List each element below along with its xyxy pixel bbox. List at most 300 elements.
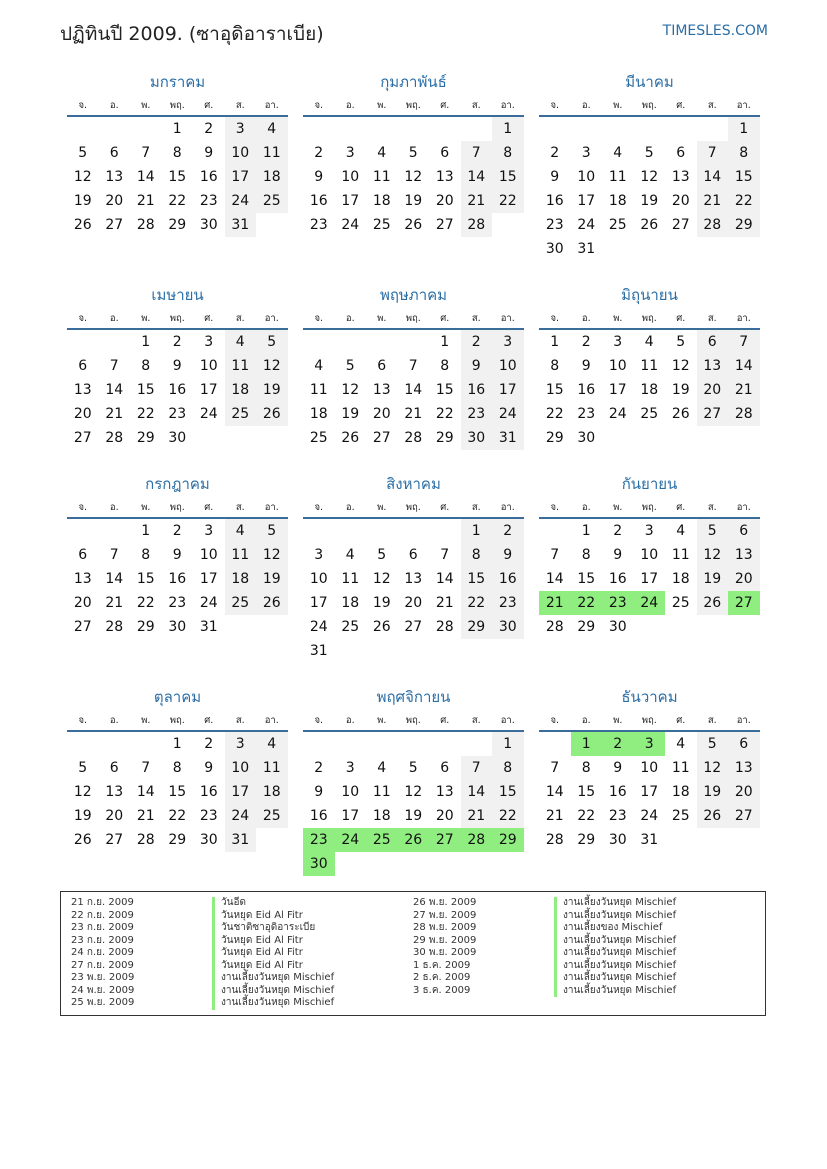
day-cell: 28 [461, 213, 493, 237]
day-cell: 3 [345, 145, 355, 161]
day-cell: 17 [309, 595, 328, 611]
day-cell: 11 [256, 756, 288, 780]
day-cell: 18 [225, 378, 257, 402]
day-cell: 30 [168, 619, 187, 635]
month-title: กุมภาพันธ์ [380, 73, 447, 91]
weekday-label: ศ. [676, 313, 686, 324]
weekday-label: จ. [314, 313, 324, 324]
day-cell: 16 [577, 382, 596, 398]
day-cell: 17 [640, 571, 659, 587]
legend-row [61, 947, 334, 960]
day-cell: 25 [341, 619, 360, 635]
legend-date: 3 ธ.ค. 2009 [413, 984, 471, 996]
day-cell: 24 [608, 406, 627, 422]
day-cell: 4 [314, 358, 324, 374]
day-cell: 3 [204, 523, 214, 539]
day-cell: 12 [256, 354, 288, 378]
legend-holiday-name: งานเลี้ยงวันหยุด Mischief [554, 935, 676, 948]
day-cell: 21 [136, 808, 155, 824]
day-cell: 14 [461, 165, 493, 189]
site-link[interactable]: TIMESLES.COM [662, 23, 768, 39]
day-cell: 27 [435, 217, 454, 233]
legend-date: 2 ธ.ค. 2009 [413, 972, 471, 983]
legend-holiday-name: งานเลี้ยงวันหยุด Mischief [554, 985, 676, 998]
weekday-header [67, 500, 288, 519]
month-title: พฤศจิกายน [376, 688, 451, 706]
day-cell: 7 [141, 760, 151, 776]
day-cell: 12 [404, 169, 423, 185]
day-cell: 26 [73, 217, 92, 233]
weekday-label: อา. [736, 715, 751, 726]
day-cell: 8 [172, 145, 182, 161]
day-cell: 10 [492, 354, 524, 378]
day-cell: 10 [199, 358, 218, 374]
weekday-label: พ. [377, 715, 387, 726]
day-cell: 25 [366, 828, 398, 852]
day-cell: 7 [141, 145, 151, 161]
weekday-label: อ. [581, 715, 591, 726]
day-cell: 15 [545, 382, 564, 398]
legend-row [403, 960, 676, 973]
day-cell: 14 [136, 784, 155, 800]
day-cell: 8 [581, 760, 591, 776]
day-cell: 27 [73, 430, 92, 446]
month-title: มิถุนายน [621, 286, 678, 304]
day-cell: 11 [372, 169, 391, 185]
legend-holiday-name: วันหยุด Eid Al Fitr [212, 935, 303, 948]
day-cell: 26 [404, 217, 423, 233]
day-cell: 7 [550, 547, 560, 563]
weekday-label: ศ. [204, 313, 214, 324]
day-cell: 22 [577, 808, 596, 824]
day-cell: 29 [728, 213, 760, 237]
day-cell: 19 [640, 193, 659, 209]
weekday-header [303, 98, 524, 117]
holiday-legend [60, 891, 766, 1016]
day-cell: 9 [204, 145, 214, 161]
legend-holiday-name: งานเลี้ยงวันหยุด Mischief [554, 897, 676, 910]
legend-holiday-name: วันอีด [212, 897, 246, 910]
weekday-label: จ. [78, 313, 88, 324]
legend-date: 28 พ.ย. 2009 [413, 922, 477, 933]
day-cell: 31 [225, 828, 257, 852]
weekday-label: จ. [314, 715, 324, 726]
day-cell: 24 [199, 406, 218, 422]
day-cell: 3 [634, 732, 666, 756]
day-cell: 21 [697, 189, 729, 213]
day-cell: 17 [225, 780, 257, 804]
weekday-label: อา. [500, 715, 515, 726]
day-cell: 29 [461, 615, 493, 639]
day-cell: 13 [404, 571, 423, 587]
day-cell: 25 [225, 591, 257, 615]
day-cell: 15 [728, 165, 760, 189]
day-cell: 6 [78, 547, 88, 563]
day-cell: 29 [168, 832, 187, 848]
legend-holiday-name: วันหยุด Eid Al Fitr [212, 947, 303, 960]
legend-holiday-name: งานเลี้ยงวันหยุด Mischief [554, 910, 676, 923]
day-cell: 27 [697, 402, 729, 426]
day-cell: 23 [608, 808, 627, 824]
weekday-label: พ. [377, 313, 387, 324]
day-cell: 20 [73, 406, 92, 422]
day-cell: 3 [225, 732, 257, 756]
day-cell: 10 [225, 141, 257, 165]
day-cell: 15 [168, 784, 187, 800]
month-title: กรกฎาคม [145, 475, 210, 493]
weekday-label: จ. [78, 715, 88, 726]
legend-date: 27 ก.ย. 2009 [71, 959, 134, 971]
day-cell: 3 [345, 760, 355, 776]
day-cell: 17 [640, 784, 659, 800]
legend-date: 30 พ.ย. 2009 [413, 947, 477, 958]
day-cell: 9 [550, 169, 560, 185]
day-cell: 17 [577, 193, 596, 209]
legend-row [403, 910, 676, 923]
day-cell: 15 [461, 567, 493, 591]
weekday-label: พฤ. [169, 313, 185, 324]
day-cell: 21 [105, 406, 124, 422]
legend-date: 25 พ.ย. 2009 [71, 997, 135, 1008]
legend-row [61, 997, 334, 1010]
day-cell: 25 [256, 804, 288, 828]
weekday-header [303, 311, 524, 330]
day-cell: 8 [461, 543, 493, 567]
day-cell: 7 [697, 141, 729, 165]
day-cell: 17 [199, 382, 218, 398]
weekday-label: ส. [707, 502, 717, 513]
day-cell: 25 [225, 402, 257, 426]
day-cell: 5 [345, 358, 355, 374]
day-cell: 9 [492, 543, 524, 567]
day-cell: 18 [671, 571, 690, 587]
day-cell: 12 [697, 543, 729, 567]
weekday-label: อา. [264, 715, 279, 726]
day-cell: 2 [172, 523, 182, 539]
weekday-label: อ. [109, 715, 119, 726]
day-cell: 19 [372, 595, 391, 611]
day-cell: 25 [309, 430, 328, 446]
day-cell: 12 [640, 169, 659, 185]
day-cell: 9 [581, 358, 591, 374]
legend-holiday-name: งานเลี้ยงวันหยุด Mischief [212, 972, 334, 985]
weekday-label: ส. [471, 313, 481, 324]
day-cell: 29 [136, 619, 155, 635]
day-cell: 3 [581, 145, 591, 161]
day-cell: 30 [199, 217, 218, 233]
day-cell: 16 [309, 808, 328, 824]
weekday-label: พฤ. [641, 313, 657, 324]
day-cell: 27 [372, 430, 391, 446]
day-cell: 24 [335, 828, 367, 852]
day-cell: 8 [141, 358, 151, 374]
day-cell: 24 [577, 217, 596, 233]
day-cell: 28 [404, 430, 423, 446]
day-cell: 28 [105, 430, 124, 446]
weekday-label: อ. [345, 502, 355, 513]
day-cell: 5 [644, 145, 654, 161]
weekday-label: อา. [500, 100, 515, 111]
weekday-label: อา. [500, 502, 515, 513]
day-cell: 26 [640, 217, 659, 233]
day-cell: 20 [728, 567, 760, 591]
day-cell: 15 [435, 382, 454, 398]
weekday-label: พ. [141, 715, 151, 726]
legend-date: 22 ก.ย. 2009 [71, 909, 134, 921]
day-cell: 12 [73, 784, 92, 800]
day-cell: 24 [640, 808, 659, 824]
weekday-header [67, 713, 288, 732]
day-cell: 4 [613, 145, 623, 161]
weekday-label: ส. [707, 715, 717, 726]
day-cell: 14 [545, 784, 564, 800]
day-cell: 3 [314, 547, 324, 563]
day-cell: 17 [341, 193, 360, 209]
day-cell: 8 [550, 358, 560, 374]
weekday-header [539, 500, 760, 519]
weekday-label: อ. [345, 313, 355, 324]
weekday-label: อา. [264, 502, 279, 513]
day-cell: 29 [136, 430, 155, 446]
day-cell: 30 [492, 615, 524, 639]
legend-holiday-name: วันชาติซาอุดิอาระเบีย [212, 922, 315, 935]
day-cell: 13 [73, 571, 92, 587]
page-title: ปฏิทินปี 2009. (ซาอุดิอาราเบีย) [60, 23, 324, 45]
day-cell: 27 [105, 217, 124, 233]
legend-row [61, 910, 334, 923]
legend-row [403, 935, 676, 948]
legend-holiday-name: วันหยุด Eid Al Fitr [212, 910, 303, 923]
day-cell: 16 [492, 567, 524, 591]
day-cell: 19 [697, 567, 729, 591]
weekday-label: พฤ. [641, 502, 657, 513]
day-cell: 27 [728, 591, 760, 615]
day-cell: 23 [602, 591, 634, 615]
weekday-label: พ. [613, 502, 623, 513]
weekday-label: จ. [78, 100, 88, 111]
day-cell: 14 [105, 571, 124, 587]
day-cell: 19 [404, 193, 423, 209]
weekday-header [539, 98, 760, 117]
day-cell: 21 [136, 193, 155, 209]
day-cell: 6 [377, 358, 387, 374]
month-title: กันยายน [621, 475, 678, 493]
day-cell: 6 [728, 519, 760, 543]
day-cell: 1 [550, 334, 560, 350]
day-cell: 2 [581, 334, 591, 350]
day-cell: 15 [577, 571, 596, 587]
day-cell: 20 [372, 406, 391, 422]
day-cell: 10 [309, 571, 328, 587]
weekday-label: อ. [581, 313, 591, 324]
day-cell: 10 [608, 358, 627, 374]
day-cell: 4 [225, 330, 257, 354]
day-cell: 19 [341, 406, 360, 422]
day-cell: 3 [204, 334, 214, 350]
day-cell: 24 [199, 595, 218, 611]
day-cell: 2 [314, 145, 324, 161]
day-cell: 16 [608, 784, 627, 800]
day-cell: 22 [492, 189, 524, 213]
day-cell: 1 [728, 117, 760, 141]
day-cell: 28 [545, 832, 564, 848]
day-cell: 27 [73, 619, 92, 635]
day-cell: 9 [314, 784, 324, 800]
day-cell: 16 [608, 571, 627, 587]
day-cell: 20 [435, 193, 454, 209]
day-cell: 5 [408, 145, 418, 161]
day-cell: 5 [377, 547, 387, 563]
day-cell: 21 [461, 189, 493, 213]
day-cell: 3 [225, 117, 257, 141]
day-cell: 29 [545, 430, 564, 446]
day-cell: 20 [404, 595, 423, 611]
month-title: พฤษภาคม [379, 286, 448, 304]
day-cell: 11 [372, 784, 391, 800]
day-cell: 24 [225, 189, 257, 213]
day-cell: 22 [435, 406, 454, 422]
day-cell: 9 [172, 547, 182, 563]
day-cell: 17 [225, 165, 257, 189]
day-cell: 22 [545, 406, 564, 422]
weekday-label: พ. [377, 502, 387, 513]
day-cell: 21 [461, 804, 493, 828]
month-title: สิงหาคม [386, 475, 441, 493]
day-cell: 4 [256, 732, 288, 756]
day-cell: 6 [440, 145, 450, 161]
day-cell: 6 [408, 547, 418, 563]
day-cell: 1 [571, 732, 603, 756]
day-cell: 15 [136, 571, 155, 587]
day-cell: 7 [109, 547, 119, 563]
day-cell: 4 [676, 736, 686, 752]
day-cell: 22 [136, 595, 155, 611]
day-cell: 10 [640, 760, 659, 776]
day-cell: 26 [73, 832, 92, 848]
day-cell: 1 [141, 334, 151, 350]
day-cell: 2 [461, 330, 493, 354]
legend-row [403, 972, 676, 985]
day-cell: 9 [613, 760, 623, 776]
day-cell: 28 [697, 213, 729, 237]
legend-date: 23 ก.ย. 2009 [71, 934, 134, 946]
day-cell: 11 [640, 358, 659, 374]
day-cell: 10 [640, 547, 659, 563]
day-cell: 15 [492, 780, 524, 804]
day-cell: 4 [676, 523, 686, 539]
day-cell: 9 [172, 358, 182, 374]
day-cell: 23 [309, 217, 328, 233]
day-cell: 7 [728, 330, 760, 354]
day-cell: 12 [671, 358, 690, 374]
legend-row [61, 972, 334, 985]
weekday-label: ส. [471, 715, 481, 726]
day-cell: 22 [168, 808, 187, 824]
weekday-label: จ. [550, 313, 560, 324]
day-cell: 1 [141, 523, 151, 539]
day-cell: 14 [697, 165, 729, 189]
day-cell: 2 [613, 523, 623, 539]
legend-date: 23 ก.ย. 2009 [71, 922, 134, 933]
day-cell: 12 [404, 784, 423, 800]
legend-row [61, 985, 334, 998]
weekday-header [67, 98, 288, 117]
day-cell: 6 [109, 145, 119, 161]
day-cell: 26 [256, 591, 288, 615]
day-cell: 16 [309, 193, 328, 209]
day-cell: 20 [105, 808, 124, 824]
weekday-label: อ. [345, 100, 355, 111]
day-cell: 23 [168, 595, 187, 611]
day-cell: 10 [341, 784, 360, 800]
weekday-label: อา. [500, 313, 515, 324]
day-cell: 10 [225, 756, 257, 780]
legend-row [403, 897, 676, 910]
day-cell: 2 [172, 334, 182, 350]
day-cell: 26 [256, 402, 288, 426]
day-cell: 30 [199, 832, 218, 848]
day-cell: 27 [429, 828, 461, 852]
day-cell: 1 [492, 732, 524, 756]
legend-date: 26 พ.ย. 2009 [413, 897, 477, 908]
weekday-label: จ. [78, 502, 88, 513]
day-cell: 6 [440, 760, 450, 776]
day-cell: 24 [492, 402, 524, 426]
day-cell: 16 [545, 193, 564, 209]
day-cell: 9 [314, 169, 324, 185]
day-cell: 14 [435, 571, 454, 587]
weekday-label: พฤ. [405, 502, 421, 513]
day-cell: 14 [136, 169, 155, 185]
weekday-label: จ. [314, 502, 324, 513]
day-cell: 30 [303, 852, 335, 876]
day-cell: 18 [256, 780, 288, 804]
day-cell: 24 [341, 217, 360, 233]
legend-row [403, 922, 676, 935]
legend-row [61, 897, 334, 910]
day-cell: 26 [671, 406, 690, 422]
month-title: ธันวาคม [621, 688, 678, 706]
day-cell: 13 [671, 169, 690, 185]
day-cell: 19 [404, 808, 423, 824]
day-cell: 9 [613, 547, 623, 563]
day-cell: 20 [435, 808, 454, 824]
day-cell: 10 [199, 547, 218, 563]
weekday-header [67, 311, 288, 330]
day-cell: 25 [640, 406, 659, 422]
day-cell: 12 [697, 756, 729, 780]
day-cell: 7 [550, 760, 560, 776]
day-cell: 8 [581, 547, 591, 563]
day-cell: 31 [577, 241, 596, 257]
weekday-label: พฤ. [641, 715, 657, 726]
day-cell: 11 [225, 354, 257, 378]
day-cell: 26 [697, 591, 729, 615]
legend-date: 24 พ.ย. 2009 [71, 984, 135, 996]
day-cell: 4 [225, 519, 257, 543]
day-cell: 8 [440, 358, 450, 374]
weekday-label: ศ. [440, 100, 450, 111]
weekday-label: อา. [736, 100, 751, 111]
day-cell: 21 [728, 378, 760, 402]
weekday-label: ส. [235, 313, 245, 324]
day-cell: 8 [728, 141, 760, 165]
weekday-label: ศ. [440, 313, 450, 324]
day-cell: 17 [341, 808, 360, 824]
day-cell: 19 [73, 193, 92, 209]
day-cell: 5 [78, 145, 88, 161]
weekday-label: อ. [109, 313, 119, 324]
